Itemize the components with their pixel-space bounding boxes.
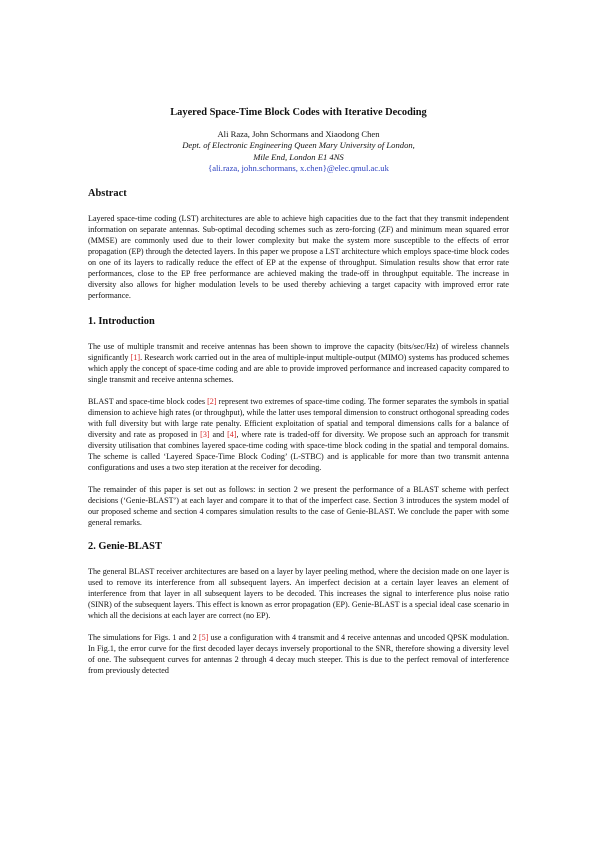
- author-names: Ali Raza, John Schormans and Xiaodong Chen: [217, 129, 380, 139]
- genie-blast-paragraph-2: [88, 632, 509, 676]
- page-content: [88, 106, 509, 676]
- citation-link-5[interactable]: [5]: [198, 633, 209, 643]
- genie-p2-text-b: use a configuration with 4 transmit and 4 receive antennas and uncoded QPSK modulation. In Fig.1, the error curve for the first decoded layer decays inversely proportional to the SNR, therefore showing a diversity level of one. The subsequent curves for antennas 2 through 4 decay much steeper. This is due to the perfect removal of interference from previously detected: [88, 633, 509, 676]
- genie-blast-section: [88, 540, 509, 676]
- genie-p2-text-a: The simulations for Figs. 1 and 2: [88, 633, 199, 643]
- intro-p1-text-b: . Research work carried out in the area of multiple-input multiple-output (MIMO) systems has produced schemes which apply the concept of space-time coding and are able to provide improved performance and increased capacity compared to single transmit and receive antenna schemes.: [88, 353, 509, 385]
- citation-link-2[interactable]: [2]: [207, 397, 217, 407]
- author-emails[interactable]: {ali.raza, john.schormans, x.chen}@elec.qmul.ac.uk: [208, 162, 389, 173]
- intro-p2-text-d: , where rate is traded-off for diversity. We propose such an approach for transmit diversity utilisation that combines layered space-time coding with space-time block coding in the spatial and temporal domains. The scheme is called ‘Layered Space-Time Block Coding’ (L-STBC) and is applicable for more than two transmit antenna configurations and uses a two step iteration at the receiver for decoding.: [88, 430, 509, 473]
- introduction-section: [88, 315, 509, 528]
- intro-p2-text-c: and: [209, 430, 228, 440]
- introduction-paragraph-1: [88, 341, 509, 385]
- genie-blast-paragraph-1: The general BLAST receiver architectures are based on a layer by layer peeling method, where the decision made on one layer is used to remove its interference from all subsequent layers. An imperfect decision at a certain layer leaves an element of interference from that layer in all subsequent layers to be decoded. This increases the signal to interference plus noise ratio (SINR) of the subsequent layers. This effect is known as error propagation (EP). Genie-BLAST is a special ideal case scenario in which all the decisions at each layer are correct (no EP).: [88, 567, 509, 621]
- paper-title: Layered Space-Time Block Codes with Iterative Decoding: [170, 107, 427, 118]
- introduction-paragraph-3: The remainder of this paper is set out as follows: in section 2 we present the performance of a BLAST scheme with perfect decisions (‘Genie-BLAST’) at each layer and compare it to that of the imperfect case. Section 3 introduces the system model of our proposed scheme and section 4 compares simulation results to the case of Genie-BLAST. We conclude the paper with some general remarks.: [88, 485, 509, 528]
- abstract-text: Layered space-time coding (LST) architectures are able to achieve high capacities due to the fact that they transmit independent information on separate antennas. Sub-optimal decoding schemes such as zero-forcing (ZF) and minimum mean squared error (MMSE) are commonly used due to their lower complexity but make the system more susceptible to the effects of error propagation (EP) through the detected layers. In this paper we propose a LST architecture which employs space-time block codes on one of its layers to radically reduce the effect of EP at the expense of throughput. Simulation results show that error rate performances, close to the EP free performance are achieved making the trade-off in throughput equitable. The increase in diversity also allows for higher modulation levels to be used thereby achieving a target capacity with improved error rate performance.: [88, 214, 509, 301]
- abstract-section: [88, 187, 509, 301]
- abstract-heading: Abstract: [88, 188, 127, 200]
- citation-link-3[interactable]: [3]: [200, 430, 210, 440]
- affiliation-line-1: Dept. of Electronic Engineering Queen Mary University of London,: [182, 140, 415, 151]
- citation-link-1[interactable]: [1]: [130, 353, 141, 363]
- introduction-paragraph-2: [88, 396, 509, 473]
- intro-p1-text-a: The use of multiple transmit and receive antennas has been shown to improve the capacity (bits/sec/Hz) of wireless channels significantly: [88, 342, 509, 363]
- author-block: [88, 129, 509, 174]
- genie-blast-heading: 2. Genie-BLAST: [88, 541, 162, 553]
- affiliation-line-2: Mile End, London E1 4NS: [253, 151, 344, 162]
- citation-link-4[interactable]: [4]: [227, 430, 237, 440]
- intro-p2-text-a: BLAST and space-time block codes: [88, 397, 208, 407]
- introduction-heading: 1. Introduction: [88, 316, 155, 328]
- intro-p2-text-b: represent two extremes of space-time coding. The former separates the symbols in spatial dimension to achieve high rates (or throughput), while the latter uses temporal dimension to construct orthogonal spreading codes with full diversity but with large rate penalty. Efficient exploitation of spatial and temporal dimensions calls for a balance of diversity and rate as proposed in: [88, 397, 509, 440]
